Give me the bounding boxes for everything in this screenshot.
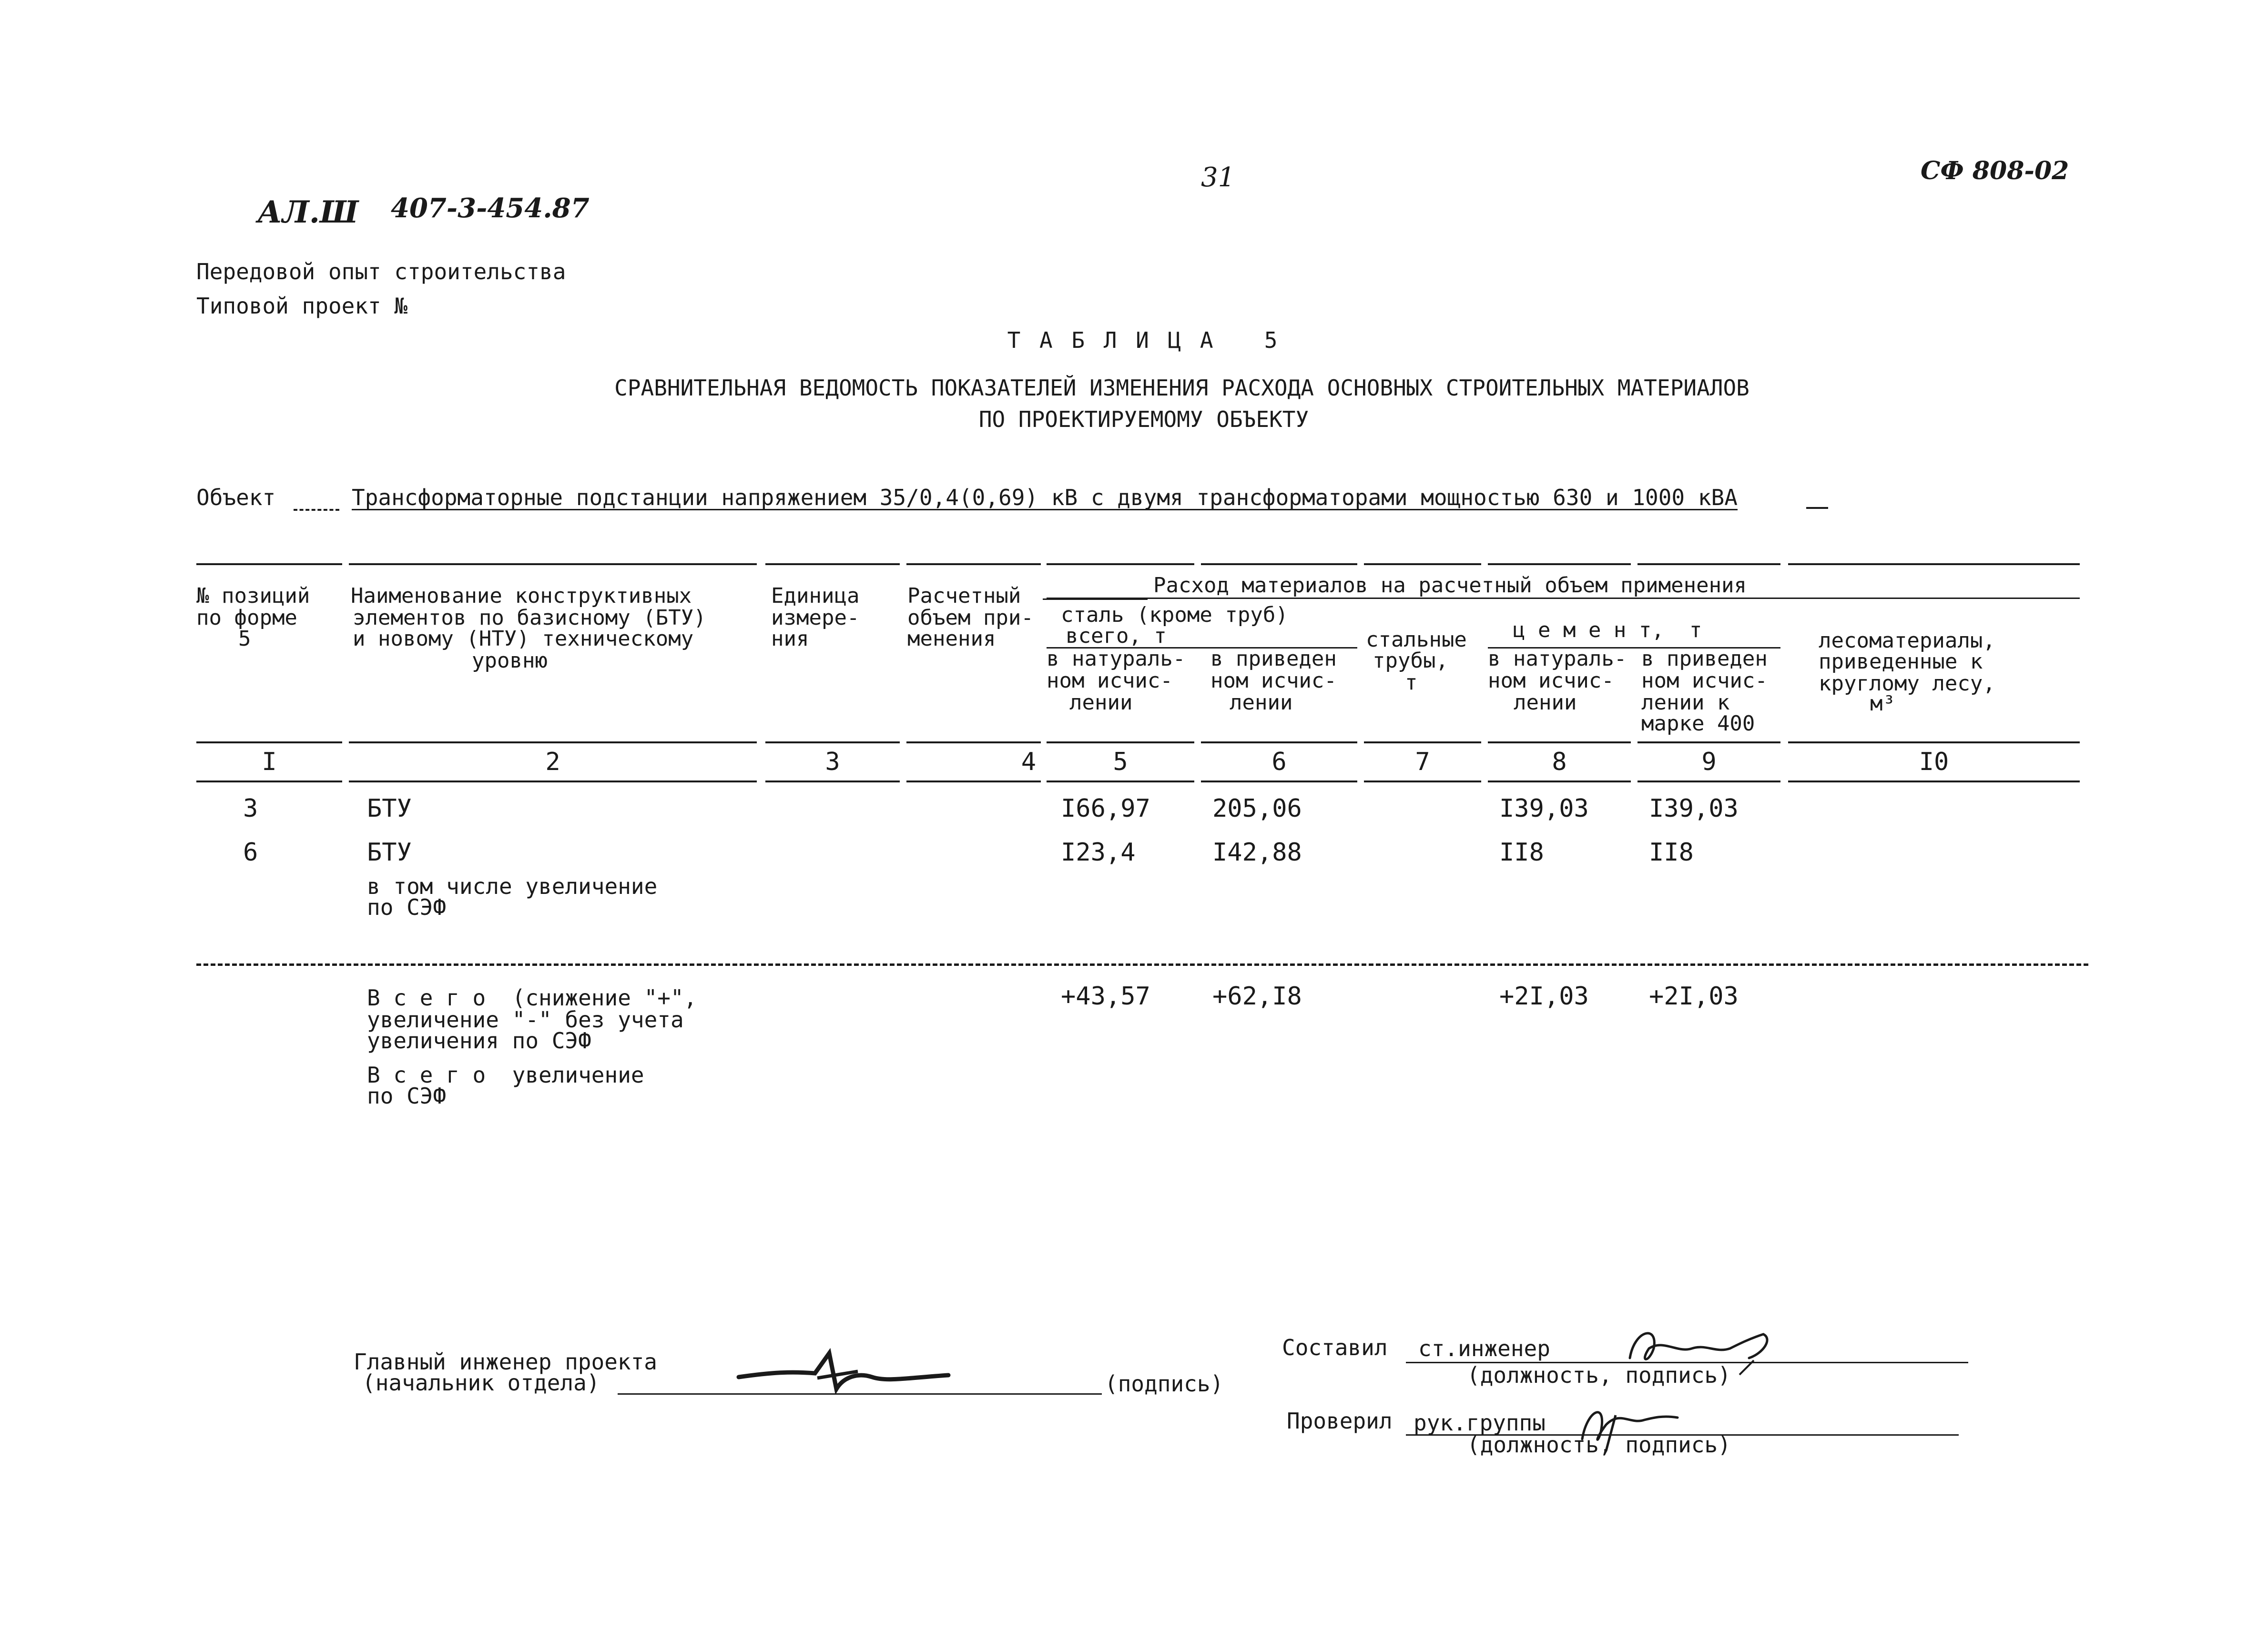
chief-podpis-caption: (подпись) [1105, 1371, 1224, 1397]
header-pipes-3: т [1405, 670, 1418, 695]
header-cem-red-2: ном исчис- [1641, 669, 1768, 693]
header-volume-1: Расчетный [907, 584, 1021, 608]
total-1-line-2: увеличение "-" без учета [367, 1007, 684, 1033]
header-cement: ц е м е н т, т [1513, 618, 1702, 642]
org-line-1: Передовой опыт строительства [196, 259, 566, 284]
row-cem-red: I39,03 [1649, 794, 1739, 823]
row-position: 3 [243, 794, 258, 823]
header-unit-3: ния [771, 627, 809, 651]
column-number: 2 [545, 748, 560, 776]
column-number: I [262, 748, 277, 776]
header-group: Расход материалов на расчетный объем применения [1153, 573, 1747, 598]
header-timber-3: круглому лесу, [1819, 671, 1995, 696]
total-2-line-1: В с е г о увеличение [367, 1062, 644, 1088]
total-steel-nat: +43,57 [1061, 982, 1150, 1011]
column-number: 9 [1701, 748, 1717, 776]
title-line-1: СРАВНИТЕЛЬНАЯ ВЕДОМОСТЬ ПОКАЗАТЕЛЕЙ ИЗМЕНЕНИЯ РАСХОДА ОСНОВНЫХ СТРОИТЕЛЬНЫХ МАТЕРИАЛОВ [614, 375, 1749, 401]
header-cem-red-3: лении к [1641, 690, 1730, 715]
header-pos-3: 5 [238, 627, 251, 651]
row-steel-red: 205,06 [1212, 794, 1302, 823]
row-position: 6 [243, 838, 258, 867]
table-label: Т А Б Л И Ц А 5 [1007, 327, 1281, 353]
row-name: БТУ [367, 838, 412, 867]
including-increase-1: в том числе увеличение [367, 873, 658, 899]
header-volume-3: менения [907, 627, 996, 651]
column-number: 7 [1415, 748, 1430, 776]
composed-label: Составил [1282, 1335, 1388, 1360]
header-steel-red-2: ном исчис- [1210, 669, 1337, 693]
header-cem-red-4: марке 400 [1641, 711, 1755, 736]
column-number: 8 [1552, 748, 1567, 776]
project-number: 407-3-454.87 [391, 193, 590, 224]
title-line-2: ПО ПРОЕКТИРУЕМОМУ ОБЪЕКТУ [978, 406, 1309, 432]
header-name-4: уровню [472, 649, 548, 673]
row-cem-nat: I39,03 [1499, 794, 1589, 823]
header-steel-red-3: лении [1230, 690, 1293, 715]
object-underline-tail [1806, 507, 1828, 509]
header-name-1: Наименование конструктивных [351, 584, 692, 608]
header-unit-1: Единица [771, 584, 860, 608]
header-unit-2: измере- [771, 606, 860, 630]
object-underline-lead [294, 486, 339, 511]
row-steel-red: I42,88 [1212, 838, 1302, 867]
total-cem-nat: +2I,03 [1499, 982, 1589, 1011]
header-steel-nat-1: в натураль- [1047, 647, 1186, 671]
page-number: 31 [1201, 162, 1235, 193]
object-text: Трансформаторные подстанции напряжением 35/0,4(0,69) кВ с двумя трансформаторами мощностью 630 и 1000 кВА [352, 485, 1738, 510]
header-cem-red-1: в приведен [1641, 647, 1768, 671]
total-cem-red: +2I,03 [1649, 982, 1739, 1011]
group-underline [1047, 598, 2080, 599]
total-1-line-1: В с е г о (снижение "+", [367, 985, 697, 1011]
row-steel-nat: I23,4 [1061, 838, 1136, 867]
header-steel-nat-3: лении [1069, 690, 1133, 715]
total-steel-red: +62,I8 [1212, 982, 1302, 1011]
header-cem-nat-3: лении [1514, 690, 1577, 715]
chief-engineer-label-1: Главный инженер проекта [354, 1349, 657, 1375]
header-steel-red-1: в приведен [1210, 647, 1337, 671]
header-volume-2: объем при- [907, 606, 1034, 630]
object-label: Объект [196, 485, 276, 510]
total-2-line-2: по СЭФ [367, 1083, 447, 1109]
including-increase-2: по СЭФ [367, 894, 447, 920]
header-name-3: и новому (НТУ) техническому [353, 627, 694, 651]
header-pos-1: № позиций [196, 584, 310, 608]
column-number: 3 [825, 748, 840, 776]
column-number: 4 [1021, 748, 1036, 776]
total-1-line-3: увеличения по СЭФ [367, 1028, 591, 1054]
column-number: I0 [1919, 748, 1949, 776]
checked-role: рук.группы [1414, 1410, 1546, 1436]
header-steel-1: сталь (кроме труб) [1061, 603, 1288, 627]
chief-signature-icon [734, 1344, 953, 1396]
header-cem-nat-1: в натураль- [1488, 647, 1627, 671]
header-steel-nat-2: ном исчис- [1047, 669, 1173, 693]
column-number: 6 [1271, 748, 1287, 776]
header-name-2: элементов по базисному (БТУ) [353, 606, 706, 630]
column-number: 5 [1113, 748, 1128, 776]
row-cem-red: II8 [1649, 838, 1694, 867]
totals-separator [196, 963, 2088, 966]
org-line-2: Типовой проект № [196, 293, 408, 319]
document-code: СФ 808-02 [1921, 156, 2069, 185]
row-name: БТУ [367, 794, 412, 823]
header-pos-2: по форме [196, 606, 297, 630]
chief-engineer-label-2: (начальник отдела) [362, 1370, 600, 1396]
checked-caption: (должность, подпись) [1467, 1432, 1731, 1458]
header-timber-4: м³ [1870, 691, 1895, 716]
header-pipes-2: трубы, [1373, 649, 1448, 673]
header-timber-2: приведенные к [1819, 649, 1983, 674]
composed-role: ст.инженер [1418, 1336, 1550, 1361]
header-cem-nat-2: ном исчис- [1488, 669, 1614, 693]
composed-caption: (должность, подпись) [1467, 1362, 1731, 1388]
header-pipes-1: стальные [1366, 628, 1467, 652]
row-steel-nat: I66,97 [1061, 794, 1150, 823]
header-steel-2: всего, т [1066, 624, 1167, 648]
row-cem-nat: II8 [1499, 838, 1544, 867]
header-timber-1: лесоматериалы, [1819, 628, 1995, 653]
album-mark: АЛ.Ш [257, 194, 359, 230]
checked-label: Проверил [1287, 1408, 1393, 1434]
